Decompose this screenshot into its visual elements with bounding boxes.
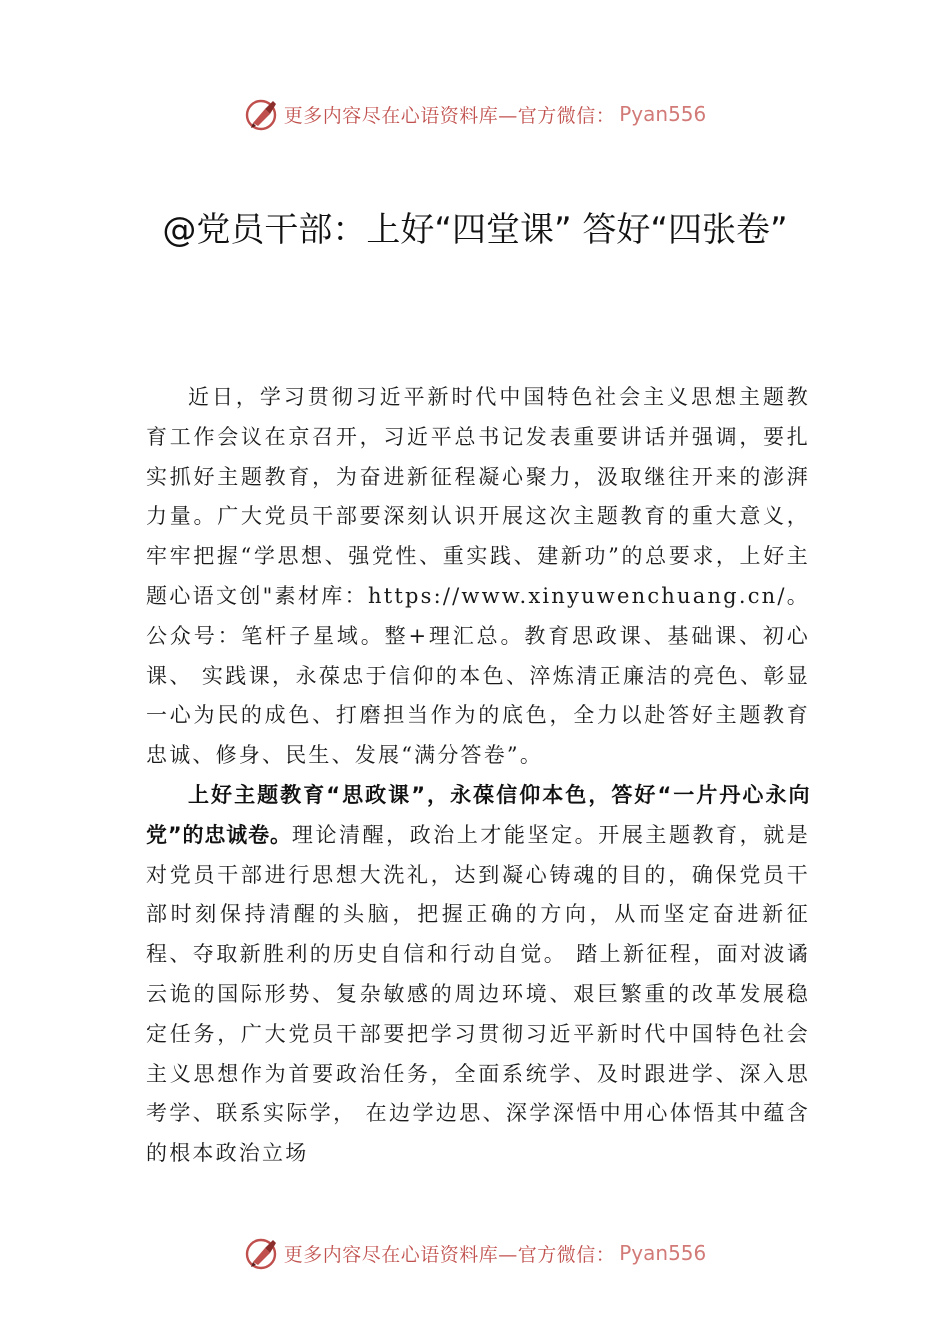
paragraph-1-text: 近日，学习贯彻习近平新时代中国特色社会主义思想主题教育工作会议在京召开，习近平总书记发表重要讲话并强调，要扎实抓好主题教育，为奋进新征程凝心聚力，汲取继往开来的澎湃力量。广大党员干部要深刻认识开展这次主题教育的重大意义，牢牢把握“学思想、强党性、重实践、建新功”的总要求，上好主题心语文创"素材库：https://www.xinyuwenchuang.cn/。公众号：笔杆子星域。整+理汇总。教育思政课、基础课、初心课、 实践课，永葆忠于信仰的本色、淬炼清正廉洁的亮色、彰显一心为民的成色、打磨担当作为的底色，全力以赴答好主题教育忠诚、修身、民生、发展“满分答卷”。 [146, 385, 810, 768]
paragraph-2-text: 理论清醒，政治上才能坚定。开展主题教育，就是对党员干部进行思想大洗礼，达到凝心铸魂的目的，确保党员干部时刻保持清醒的头脑，把握正确的方向，从而坚定奋进新征程、夺取新胜利的历史自信和行动自觉。 踏上新征程，面对波谲云诡的国际形势、复杂敏感的周边环境、艰巨繁重的改革发展稳定任务，广大党员干部要把学习贯彻习近平新时代中国特色社会主义思想作为首要政治任务，全面系统学、及时跟进学、深入思考学、联系实际学， 在边学边思、深学深悟中用心体悟其中蕴含的根本政治立场 [146, 822, 810, 1166]
paragraph-2-heading: 上好主题教育“思政课”，永葆信仰本色，答好“一片丹心永向党”的忠诚卷。 [146, 782, 810, 847]
document-title: @党员干部：上好“四堂课” 答好“四张卷” [162, 210, 788, 250]
paragraph-1 [146, 378, 810, 776]
document-body [146, 378, 810, 1174]
watermark-wechat-id: Pyan556 [619, 102, 707, 126]
footer-watermark [0, 1233, 950, 1273]
pen-logo-icon [244, 96, 280, 132]
pen-logo-icon [244, 1235, 280, 1271]
paragraph-2 [146, 776, 810, 1174]
watermark-text: 更多内容尽在心语资料库—官方微信： [283, 104, 616, 127]
watermark-text: 更多内容尽在心语资料库—官方微信： [283, 1243, 616, 1266]
header-watermark [0, 94, 950, 134]
watermark-wechat-id: Pyan556 [619, 1241, 707, 1265]
